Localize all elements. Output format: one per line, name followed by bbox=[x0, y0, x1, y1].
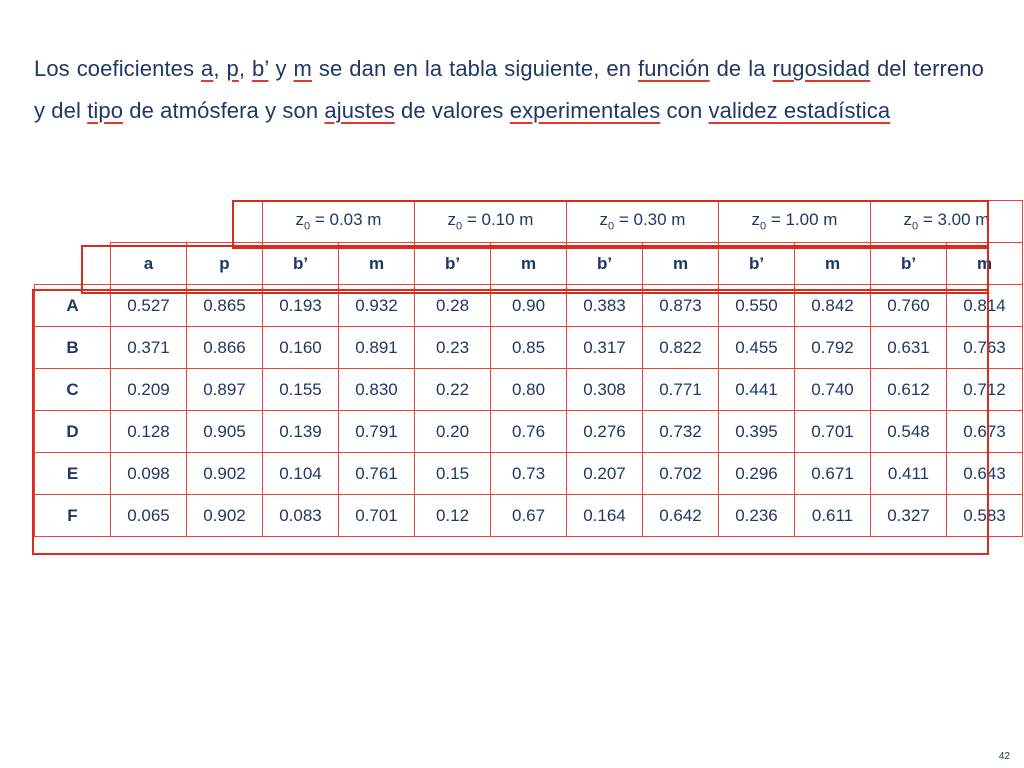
group-symbol: z bbox=[751, 210, 760, 230]
underlined-term: tipo bbox=[87, 98, 124, 123]
table-cell: 0.065 bbox=[111, 495, 187, 537]
table-cell: 0.160 bbox=[263, 327, 339, 369]
table-cell: 0.73 bbox=[491, 453, 567, 495]
column-header: m bbox=[795, 243, 871, 285]
row-label: D bbox=[35, 411, 111, 453]
group-symbol: z bbox=[599, 210, 608, 230]
table-row bbox=[35, 495, 1023, 537]
table-cell: 0.455 bbox=[719, 327, 795, 369]
intro-paragraph bbox=[34, 48, 984, 132]
underlined-term: rugosidad bbox=[772, 56, 871, 81]
group-value: = 0.03 m bbox=[310, 210, 382, 230]
column-header: a bbox=[111, 243, 187, 285]
table-cell: 0.763 bbox=[947, 327, 1023, 369]
table-cell: 0.128 bbox=[111, 411, 187, 453]
group-value: = 3.00 m bbox=[918, 210, 990, 230]
paragraph-text: , bbox=[238, 56, 253, 81]
underlined-term: b’ bbox=[252, 56, 269, 81]
table-cell: 0.865 bbox=[187, 285, 263, 327]
column-header: m bbox=[491, 243, 567, 285]
table-cell: 0.164 bbox=[567, 495, 643, 537]
row-label: F bbox=[35, 495, 111, 537]
table-cell: 0.15 bbox=[415, 453, 491, 495]
table-cell: 0.822 bbox=[643, 327, 719, 369]
table-cell: 0.932 bbox=[339, 285, 415, 327]
table-cell: 0.548 bbox=[871, 411, 947, 453]
column-header: m bbox=[947, 243, 1023, 285]
column-header: b’ bbox=[719, 243, 795, 285]
table-cell: 0.23 bbox=[415, 327, 491, 369]
underlined-term: función bbox=[638, 56, 710, 81]
table-row bbox=[35, 369, 1023, 411]
table-cell: 0.673 bbox=[947, 411, 1023, 453]
table-cell: 0.85 bbox=[491, 327, 567, 369]
underlined-term: validez estadística bbox=[708, 98, 891, 123]
table-row bbox=[35, 411, 1023, 453]
table-cell: 0.155 bbox=[263, 369, 339, 411]
table-cell: 0.631 bbox=[871, 327, 947, 369]
group-symbol: z bbox=[295, 210, 304, 230]
paragraph-text: de la bbox=[709, 56, 773, 81]
paragraph-text: de valores bbox=[394, 98, 510, 123]
group-value: = 0.10 m bbox=[462, 210, 534, 230]
column-header: b’ bbox=[567, 243, 643, 285]
table-cell: 0.701 bbox=[339, 495, 415, 537]
table-cell: 0.28 bbox=[415, 285, 491, 327]
table-column-header-row bbox=[35, 243, 1023, 285]
column-header: b’ bbox=[415, 243, 491, 285]
table-cell: 0.193 bbox=[263, 285, 339, 327]
group-subscript: 0 bbox=[304, 220, 311, 233]
table-cell: 0.90 bbox=[491, 285, 567, 327]
table-cell: 0.897 bbox=[187, 369, 263, 411]
group-header-cell bbox=[263, 201, 415, 243]
page-number: 42 bbox=[998, 751, 1010, 762]
table-cell: 0.12 bbox=[415, 495, 491, 537]
table-cell: 0.712 bbox=[947, 369, 1023, 411]
table-cell: 0.791 bbox=[339, 411, 415, 453]
group-subscript: 0 bbox=[912, 220, 919, 233]
table-cell: 0.642 bbox=[643, 495, 719, 537]
empty-corner bbox=[35, 201, 263, 243]
table-cell: 0.701 bbox=[795, 411, 871, 453]
table-cell: 0.583 bbox=[947, 495, 1023, 537]
group-header-cell bbox=[871, 201, 1023, 243]
table-cell: 0.643 bbox=[947, 453, 1023, 495]
group-symbol: z bbox=[447, 210, 456, 230]
underlined-term: p bbox=[226, 56, 239, 81]
table-cell: 0.792 bbox=[795, 327, 871, 369]
table-row bbox=[35, 327, 1023, 369]
column-header: b’ bbox=[871, 243, 947, 285]
table-cell: 0.395 bbox=[719, 411, 795, 453]
column-header: m bbox=[643, 243, 719, 285]
table-cell: 0.550 bbox=[719, 285, 795, 327]
column-header: p bbox=[187, 243, 263, 285]
paragraph-text: se dan en la tabla siguiente, en bbox=[311, 56, 638, 81]
table-cell: 0.209 bbox=[111, 369, 187, 411]
group-value: = 1.00 m bbox=[766, 210, 838, 230]
table-cell: 0.308 bbox=[567, 369, 643, 411]
table-cell: 0.830 bbox=[339, 369, 415, 411]
table-cell: 0.671 bbox=[795, 453, 871, 495]
paragraph-text: con bbox=[660, 98, 709, 123]
paragraph-text: del terreno y del bbox=[34, 56, 984, 123]
group-header-cell bbox=[567, 201, 719, 243]
table-cell: 0.276 bbox=[567, 411, 643, 453]
table-cell: 0.611 bbox=[795, 495, 871, 537]
group-header-cell bbox=[415, 201, 567, 243]
table-cell: 0.866 bbox=[187, 327, 263, 369]
table-cell: 0.441 bbox=[719, 369, 795, 411]
column-header: b’ bbox=[263, 243, 339, 285]
group-header-cell bbox=[719, 201, 871, 243]
underlined-term: a bbox=[201, 56, 214, 81]
table-cell: 0.098 bbox=[111, 453, 187, 495]
table-cell: 0.842 bbox=[795, 285, 871, 327]
group-subscript: 0 bbox=[456, 220, 463, 233]
table-cell: 0.905 bbox=[187, 411, 263, 453]
table-cell: 0.902 bbox=[187, 453, 263, 495]
row-label: C bbox=[35, 369, 111, 411]
table-cell: 0.732 bbox=[643, 411, 719, 453]
table-cell: 0.761 bbox=[339, 453, 415, 495]
column-header: m bbox=[339, 243, 415, 285]
table-cell: 0.383 bbox=[567, 285, 643, 327]
table-cell: 0.20 bbox=[415, 411, 491, 453]
row-label: B bbox=[35, 327, 111, 369]
row-label: E bbox=[35, 453, 111, 495]
table-cell: 0.76 bbox=[491, 411, 567, 453]
table-cell: 0.327 bbox=[871, 495, 947, 537]
underlined-term: experimentales bbox=[509, 98, 661, 123]
group-subscript: 0 bbox=[608, 220, 615, 233]
table-cell: 0.22 bbox=[415, 369, 491, 411]
group-symbol: z bbox=[903, 210, 912, 230]
table-cell: 0.702 bbox=[643, 453, 719, 495]
group-subscript: 0 bbox=[760, 220, 767, 233]
table-cell: 0.760 bbox=[871, 285, 947, 327]
table-cell: 0.083 bbox=[263, 495, 339, 537]
table-cell: 0.771 bbox=[643, 369, 719, 411]
underlined-term: ajustes bbox=[324, 98, 395, 123]
table-cell: 0.612 bbox=[871, 369, 947, 411]
paragraph-text: de atmósfera y son bbox=[123, 98, 325, 123]
table-cell: 0.527 bbox=[111, 285, 187, 327]
table-cell: 0.67 bbox=[491, 495, 567, 537]
table-cell: 0.207 bbox=[567, 453, 643, 495]
table-cell: 0.80 bbox=[491, 369, 567, 411]
table-cell: 0.296 bbox=[719, 453, 795, 495]
paragraph-text: y bbox=[268, 56, 294, 81]
table-cell: 0.139 bbox=[263, 411, 339, 453]
table-cell: 0.104 bbox=[263, 453, 339, 495]
table-cell: 0.873 bbox=[643, 285, 719, 327]
table-cell: 0.411 bbox=[871, 453, 947, 495]
table-group-header-row bbox=[35, 201, 1023, 243]
paragraph-text: , bbox=[213, 56, 227, 81]
table-cell: 0.317 bbox=[567, 327, 643, 369]
table-row bbox=[35, 285, 1023, 327]
row-label: A bbox=[35, 285, 111, 327]
table-cell: 0.740 bbox=[795, 369, 871, 411]
table-cell: 0.902 bbox=[187, 495, 263, 537]
table-cell: 0.814 bbox=[947, 285, 1023, 327]
coefficients-table bbox=[34, 200, 1023, 537]
empty-corner bbox=[35, 243, 111, 285]
table-cell: 0.371 bbox=[111, 327, 187, 369]
underlined-term: m bbox=[293, 56, 312, 81]
group-value: = 0.30 m bbox=[614, 210, 686, 230]
paragraph-text: Los coeficientes bbox=[34, 56, 202, 81]
table-cell: 0.891 bbox=[339, 327, 415, 369]
table-row bbox=[35, 453, 1023, 495]
table-cell: 0.236 bbox=[719, 495, 795, 537]
